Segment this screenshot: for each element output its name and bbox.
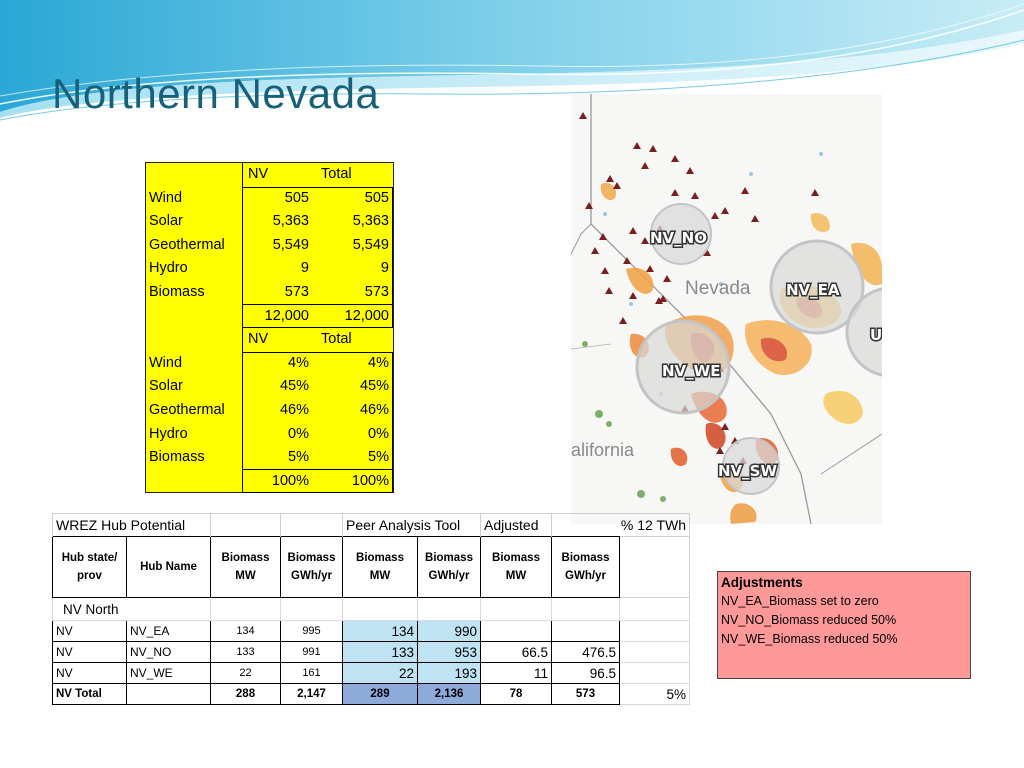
table-row [53, 663, 690, 684]
cell-peer-mw: 133 [343, 642, 418, 663]
summary-divider [242, 163, 243, 187]
summary-pct-values-box [242, 352, 393, 470]
slide-title: Northern Nevada [52, 70, 380, 117]
cell-wrez-gwh: 161 [281, 663, 343, 684]
cell-peer-mw: 22 [343, 663, 418, 684]
summary-pct-header-row [146, 328, 393, 351]
total-peer-mw: 289 [343, 684, 418, 705]
col-header-hub-name: Hub Name [127, 537, 211, 598]
wrez-hub-potential-heading: WREZ Hub Potential [53, 514, 211, 537]
empty-cell [620, 537, 690, 598]
summary-label: Solar [149, 378, 183, 394]
cell-wrez-gwh: 995 [281, 621, 343, 642]
hub-label-nv-ea: NV_EA [786, 281, 840, 299]
summary-nv-value: 5,363 [272, 213, 309, 229]
hub-label-nv-sw: NV_SW [718, 462, 778, 480]
adjustment-item: NV_NO_Biomass reduced 50% [721, 613, 897, 627]
table-header-row [53, 537, 690, 598]
col-header-adj-gwh: Biomass GWh/yr [552, 537, 620, 598]
table-total-row [53, 684, 690, 705]
cell-adj-gwh: 96.5 [552, 663, 620, 684]
summary-total-value: 9 [380, 260, 389, 276]
summary-total-total: 12,000 [344, 308, 389, 324]
generation-summary-table [145, 162, 394, 493]
summary-nv-value: 45% [279, 378, 309, 394]
cell-wrez-mw: 133 [211, 642, 281, 663]
empty-cell [418, 598, 481, 621]
table-row [53, 621, 690, 642]
empty-cell [620, 598, 690, 621]
cell-adj-gwh: 476.5 [552, 642, 620, 663]
summary-label: Hydro [149, 260, 188, 276]
cell-wrez-mw: 22 [211, 663, 281, 684]
summary-nv-value: 5% [288, 449, 309, 465]
summary-label: Wind [149, 355, 183, 371]
cell-peer-mw: 134 [343, 621, 418, 642]
adjustments-title: Adjustments [721, 575, 803, 590]
col-header-wrez-gwh: Biomass GWh/yr [281, 537, 343, 598]
hub-label-nv-no: NV_NO [650, 229, 707, 247]
total-label: NV Total [53, 684, 127, 705]
empty-cell [343, 598, 418, 621]
summary-nv-value: 0% [288, 426, 309, 442]
col-header-wrez-mw: Biomass MW [211, 537, 281, 598]
summary-header-nv: NV [248, 166, 269, 182]
summary-label: Hydro [149, 426, 188, 442]
summary-pct-header-nv: NV [248, 331, 269, 347]
cell-adj-gwh [552, 621, 620, 642]
summary-pct-total-box [242, 469, 393, 493]
empty-cell [127, 684, 211, 705]
summary-label: Geothermal [149, 402, 225, 418]
map-label-california: alifornia [571, 440, 635, 460]
col-header-peer-gwh: Biomass GWh/yr [418, 537, 481, 598]
summary-nv-value: 9 [300, 260, 309, 276]
col-header-hub-state: Hub state/ prov [53, 537, 127, 598]
table-top-row [53, 514, 690, 537]
summary-label: Wind [149, 190, 183, 206]
cell-hub: NV_WE [127, 663, 211, 684]
hub-label-u: U [870, 326, 882, 344]
summary-total-value: 4% [368, 355, 389, 371]
pct-twh-heading: % 12 TWh [552, 514, 690, 537]
cell-state: NV [53, 663, 127, 684]
summary-total-value: 0% [368, 426, 389, 442]
adjustment-item: NV_EA_Biomass set to zero [721, 594, 879, 608]
map-label-nevada: Nevada [685, 278, 751, 299]
nevada-hub-map [571, 94, 882, 524]
cell-adj-mw: 66.5 [481, 642, 552, 663]
total-wrez-mw: 288 [211, 684, 281, 705]
cell-wrez-gwh: 991 [281, 642, 343, 663]
summary-total-value: 505 [364, 190, 389, 206]
empty-cell [211, 598, 281, 621]
adjustments-box [717, 571, 971, 679]
summary-total-value: 45% [359, 378, 389, 394]
cell-peer-gwh: 953 [418, 642, 481, 663]
total-pct: 5% [620, 684, 690, 705]
cell-peer-gwh: 990 [418, 621, 481, 642]
col-header-peer-mw: Biomass MW [343, 537, 418, 598]
cell-peer-gwh: 193 [418, 663, 481, 684]
cell-state: NV [53, 621, 127, 642]
cell-hub: NV_NO [127, 642, 211, 663]
summary-nv-value: 505 [284, 190, 309, 206]
group-label: NV North [53, 598, 211, 621]
total-wrez-gwh: 2,147 [281, 684, 343, 705]
empty-cell [281, 598, 343, 621]
summary-values-box [242, 187, 393, 305]
col-header-adj-mw: Biomass MW [481, 537, 552, 598]
summary-nv-value: 5,549 [272, 237, 309, 253]
summary-total-box [242, 304, 393, 328]
summary-total-value: 573 [364, 284, 389, 300]
summary-label: Biomass [149, 284, 205, 300]
summary-total-value: 46% [359, 402, 389, 418]
empty-cell [211, 514, 281, 537]
cell-wrez-mw: 134 [211, 621, 281, 642]
cell-adj-mw: 11 [481, 663, 552, 684]
peer-analysis-heading: Peer Analysis Tool [343, 514, 481, 537]
total-adj-mw: 78 [481, 684, 552, 705]
adjustment-item: NV_WE_Biomass reduced 50% [721, 632, 898, 646]
summary-total-value: 5% [368, 449, 389, 465]
empty-cell [552, 598, 620, 621]
summary-header-total: Total [321, 166, 352, 182]
summary-total-nv: 12,000 [264, 308, 309, 324]
summary-nv-value: 573 [284, 284, 309, 300]
total-adj-gwh: 573 [552, 684, 620, 705]
empty-cell [481, 598, 552, 621]
cell-state: NV [53, 642, 127, 663]
summary-pct-total-nv: 100% [271, 473, 309, 489]
summary-total-value: 5,363 [352, 213, 389, 229]
empty-cell [620, 621, 690, 642]
hub-label-nv-we: NV_WE [662, 362, 721, 380]
table-row [53, 642, 690, 663]
empty-cell [620, 642, 690, 663]
empty-cell [620, 663, 690, 684]
summary-label: Geothermal [149, 237, 225, 253]
summary-header-row [146, 163, 393, 186]
summary-pct-header-total: Total [321, 331, 352, 347]
adjusted-heading: Adjusted [481, 514, 552, 537]
empty-cell [281, 514, 343, 537]
total-peer-gwh: 2,136 [418, 684, 481, 705]
summary-total-value: 5,549 [352, 237, 389, 253]
cell-hub: NV_EA [127, 621, 211, 642]
cell-adj-mw [481, 621, 552, 642]
group-row-nv-north [53, 598, 690, 621]
summary-label: Solar [149, 213, 183, 229]
summary-label: Biomass [149, 449, 205, 465]
summary-divider [242, 328, 243, 352]
summary-nv-value: 46% [279, 402, 309, 418]
summary-nv-value: 4% [288, 355, 309, 371]
summary-pct-total-total: 100% [351, 473, 389, 489]
wrez-biomass-table [52, 513, 690, 705]
